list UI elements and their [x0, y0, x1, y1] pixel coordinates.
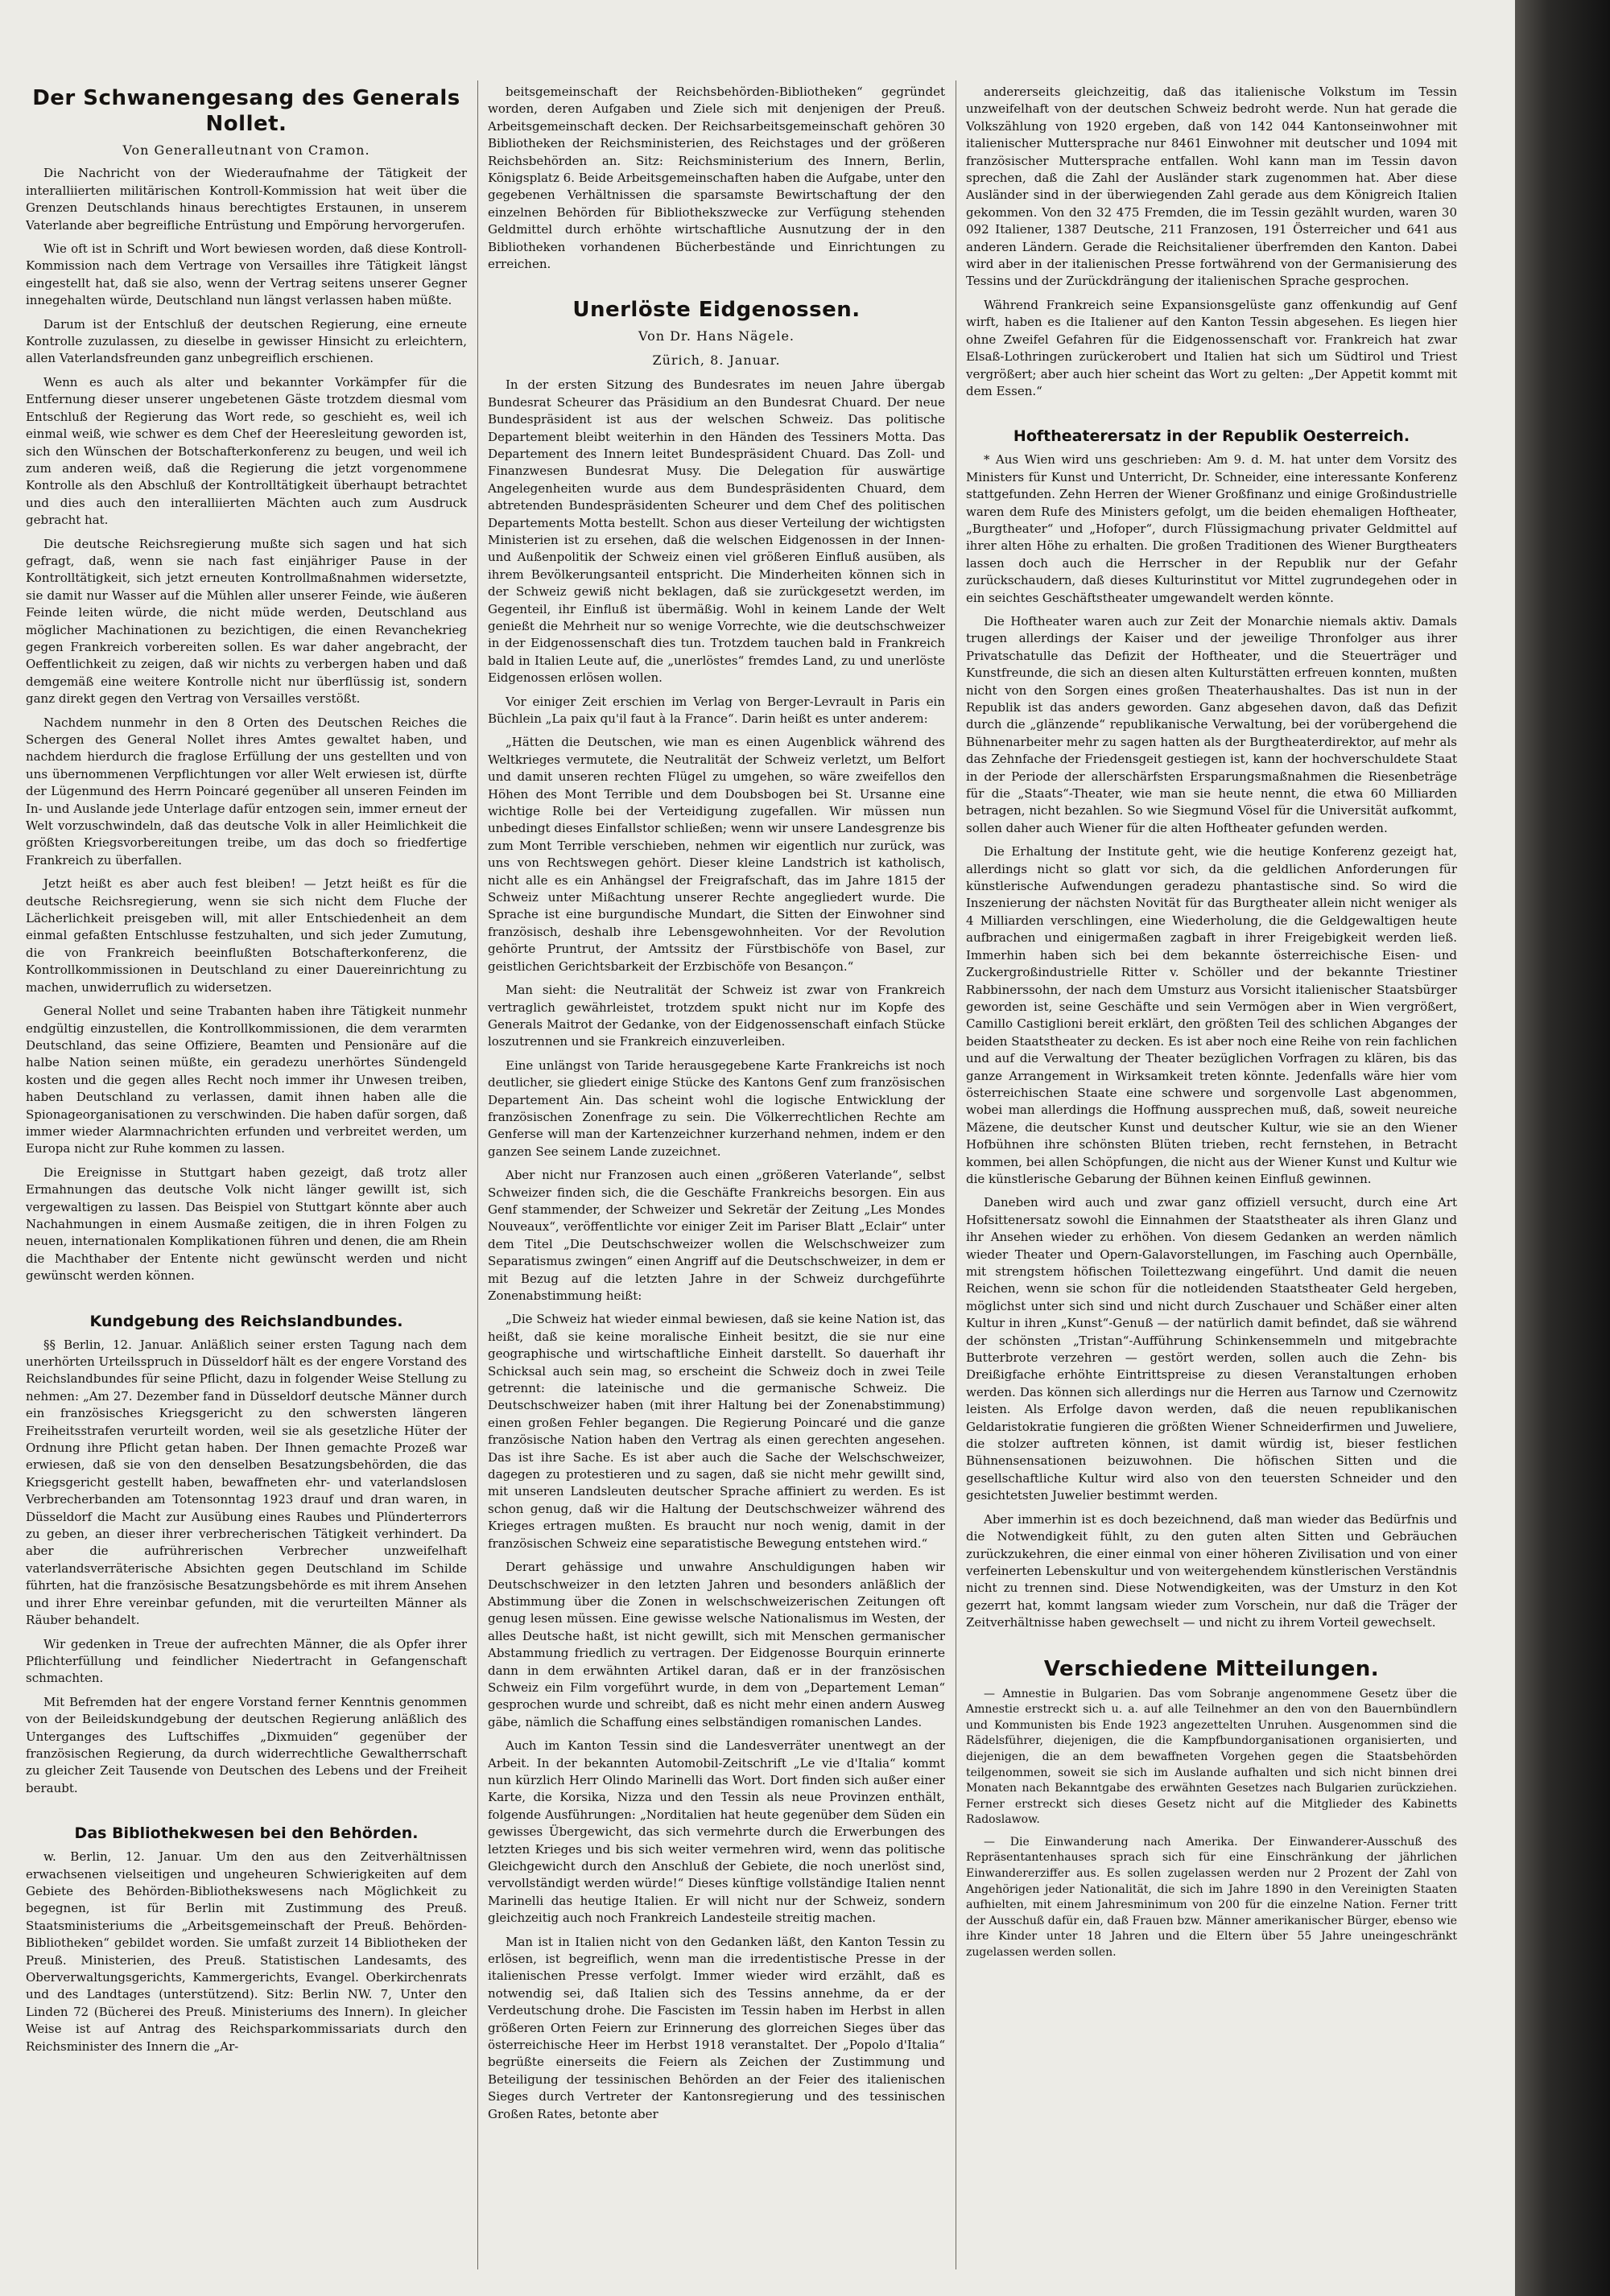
article-spacer — [26, 2062, 467, 2075]
article-byline: Von Generalleutnant von Cramon. — [122, 142, 370, 158]
article-paragraph: In der ersten Sitzung des Bundesrates im neuen Jahre übergab Bundesrat Scheurer das Präsidium an den Bundesrat Chuard. Der neue Bundespräsident ist aus der welschen Schweiz. Das politische Departement bleibt weiterhin in den Händen des Tessiners Motta. Das Departement des Innern leitet Bundespräsident Chuard. Das Zoll- und Finanzwesen Bundesrat Musy. Die Delegation für auswärtige Angelegenheiten wurde aus dem Bundespräsidenten Chuard, dem abtretenden Bundespräsidenten Scheurer und dem Chef des politischen Departements Motta bestellt. Schon aus dieser Verteilung der wichtigsten Ministerien ist zu ersehen, daß die welschen Eidgenossen in der Innen- und Außenpolitik der Schweiz einen viel größeren Einfluß ausüben, als ihrem Bevölkerungsanteil entspricht. Die Minderheiten können sich in der Schweiz gewiß nicht beklagen, daß sie zurückgesetzt werden, im Gegenteil, ihr Einfluß ist übermäßig. Wohl in keinem Lande der Welt genießt die Mehrheit nur so wenige Vorrechte, wie die deutschschweizer in der Eidgenossenschaft dies tun. Trotzdem tauchen bald in Frankreich bald in Italien Leute auf, die „unerlöstes“ fremdes Land, zu und unerlöste Eidgenossen erlösen wollen. — [488, 377, 945, 686]
article-paragraph: Nachdem nunmehr in den 8 Orten des Deutschen Reiches die Schergen des General Nollet ihres Amtes gewaltet haben, und nachdem hierdurch die fraglose Erfüllung der uns gestellten und von uns übernommenen Verpflichtungen vor aller Welt erwiesen ist, dürfte der Lügenmund des Herrn Poincaré gegenüber all unseren Feinden im In- und Auslande jede Unterlage dafür entzogen sein, immer erneut der Welt vorzuschwindeln, daß das deutsche Volk in aller Heimlichkeit die größten Kriegsvorbereitungen treibe, um das doch so friedfertige Frankreich zu überfallen. — [26, 715, 467, 868]
article-byline: Von Dr. Hans Nägele. — [638, 328, 795, 344]
article-spacer — [488, 279, 945, 292]
page-binding-edge — [1515, 0, 1610, 2296]
article-headline: Das Bibliothekwesen bei den Behörden. — [74, 1824, 419, 1843]
article — [26, 85, 467, 1285]
article — [966, 426, 1457, 1631]
article-spacer — [966, 1968, 1457, 1981]
article — [488, 297, 945, 2123]
article-paragraph: andererseits gleichzeitig, daß das italienische Volkstum im Tessin unzweifelhaft von der deutschen Schweiz bedroht werde. Nun hat gerade die Volkszählung von 1920 ergeben, daß von 142 044 Kantonseinwohner mit italienischer Muttersprache nur 8461 Einwohner mit deutscher und 1094 mit französischer Muttersprache entfallen. Wohl kann man im Tessin davon sprechen, daß die Zahl der Ausländer stark zugenommen hat. Aber diese Ausländer sind in der überwiegenden Zahl gerade aus dem Königreich Italien gekommen. Von den 32 475 Fremden, die im Tessin gezählt wurden, waren 30 092 Italiener, 1387 Deutsche, 211 Franzosen, 191 Österreicher und 641 aus anderen Ländern. Gerade die Reichsitaliener überfremden den Kanton. Dabei wird aber in der italienischen Presse fortwährend von der Germanisierung des Tessins und der Zurückdrängung der italienischen Sprache gesprochen. — [966, 85, 1457, 289]
article-paragraph: §§ Berlin, 12. Januar. Anläßlich seiner ersten Tagung nach dem unerhörten Urteilsspruch in Düsseldorf hält es der engere Vorstand des Reichslandbundes für seine Pflicht, dazu in folgender Weise Stellung zu nehmen: „Am 27. Dezember fand in Düsseldorf deutsche Männer durch ein französisches Kriegsgericht zu den schwersten längeren Freiheitsstrafen verurteilt worden, weil sie als gesetzliche Hüter der Ordnung ihre Pflicht getan haben. Der Ihnen gemachte Prozeß war erwiesen, daß sie von den denselben Besatzungsbehörden, die das Kriegsgericht gestellt haben, bewaffneten ehr- und vaterlandslosen Verbrecherbanden am Totensonntag 1923 drauf und dran waren, in Düsseldorf die Macht zur Ausübung eines Raubes und Plünderterrors zu geben, an dieser ihrer verbrecherischen Tätigkeit verhindert. Da aber die aufrührerischen Verbrecher unzweifelhaft vaterlandsverräterische Absichten gegen Deutschland im Schilde führten, hat die französische Besatzungsbehörde es mit ihrem Ansehen und ihrer Ehre vereinbar gefunden, mit die verurteilten Männer als Räuber behandelt. — [26, 1337, 467, 1628]
article-paragraph: Die deutsche Reichsregierung mußte sich sagen und hat sich gefragt, daß, wenn sie nach fast einjähriger Pause in der Kontrolltätigkeit, sich jetzt erneuten Kontrollmaßnahmen widersetzte, sie damit nur Wasser auf die Mühlen aller unserer Feinde, wie äußeren Feinde leiten würde, die nicht müde werden, Deutschland aus möglicher Machinationen zu bezichtigen, die einen Revanchekrieg gegen Frankreich vorbereiten sollen. Es war daher angebracht, der Oeffentlichkeit zu zeigen, daß wir nichts zu verbergen haben und daß demgemäß eine weitere Kontrolle nicht nur überflüssig ist, sondern ganz direkt gegen den Vertrag von Versailles verstößt. — [26, 536, 467, 707]
article-paragraph: Wir gedenken in Treue der aufrechten Männer, die als Opfer ihrer Pflichterfüllung und feindlicher Niedertracht in Gefangenschaft schmachten. — [26, 1636, 467, 1686]
article-paragraph: Wie oft ist in Schrift und Wort bewiesen worden, daß diese Kontroll-Kommission nach dem Vertrage von Versailles ihre Tätigkeit längst eingestellt hat, daß sie also, wenn der Vertrag seitens unserer Gegner innegehalten würde, Deutschland nun längst verlassen haben müßte. — [26, 241, 467, 308]
article-paragraph: Man ist in Italien nicht von den Gedanken läßt, den Kanton Tessin zu erlösen, ist begreiflich, wenn man die irredentistische Presse in der italienischen Presse verfolgt. Immer wieder wird erzählt, daß es notwendig sei, daß Italien sich des Tessins annehme, da er der Verdeutschung drohe. Die Fascisten im Tessin haben im Herbst in allen größeren Orten Feiern zur Erinnerung des glorreichen Sieges über das österreichische Heer im Herbst 1918 veranstaltet. Der „Popolo d'Italia“ begrüßte einerseits die Feiern als Zeichen der Zustimmung und Beteiligung der tessinischen Behörden an der Feier des italienischen Sieges durch Vertreter der Kantonsregierung und des tessinischen Großen Rates, betonte aber — [488, 1934, 945, 2121]
article-paragraph: Jetzt heißt es aber auch fest bleiben! — Jetzt heißt es für die deutsche Reichsregierung, wenn sie sich nicht dem Fluche der Lächerlichkeit preisgeben will, mit aller Entschiedenheit an dem einmal gefaßten Entschlusse festzuhalten, und sich jeder Zumutung, die von Frankreich beeinflußten Botschafterkonferenz, die Kontrollkommissionen in Deutschland zu einer Dauereinrichtung zu machen, unwiderruflich zu widersetzen. — [26, 876, 467, 995]
article-paragraph: * Aus Wien wird uns geschrieben: Am 9. d. M. hat unter dem Vorsitz des Ministers für Kunst und Unterricht, Dr. Schneider, eine interessante Konferenz stattgefunden. Zehn Herren der Wiener Großfinanz und einige Großindustrielle waren dem Rufe des Ministers gefolgt, um die beiden ehemaligen Hoftheater, „Burgtheater“ und „Hofoper“, durch Flüssigmachung privater Geldmittel auf ihrer alten Höhe zu erhalten. Die großen Traditionen des Wiener Burgtheaters lassen doch auch die Herrscher in der Republik nur der Gefahr zurückschaudern, daß dieses Kulturinstitut vor Mittel zugrundegehen oder in ein seichtes Geschäftstheater umgewandelt werden könnte. — [966, 452, 1457, 605]
article-paragraph: — Die Einwanderung nach Amerika. Der Einwanderer-Ausschuß des Repräsentantenhauses sprach sich für eine Einschränkung der jährlichen Einwandererziffer aus. Es sollen zugelassen werden nur 2 Prozent der Zahl von Angehörigen jeder Nationalität, die sich im Jahre 1890 in den Vereinigten Staaten aufhielten, mit einem Jahresminimum von 200 für die einzelne Nation. Ferner tritt der Ausschuß dafür ein, daß Frauen bzw. Männer amerikanischer Bürger, ebenso wie ihre Kinder unter 18 Jahren und die Eltern über 55 Jahre uneingeschränkt zugelassen werden sollen. — [966, 1835, 1457, 1960]
article — [966, 1656, 1457, 1961]
article-spacer — [26, 1292, 467, 1305]
article-paragraph: Die Ereignisse in Stuttgart haben gezeigt, daß trotz aller Ermahnungen das deutsche Volk nicht länger gewillt ist, sich vergewaltigen zu lassen. Das Beispiel von Stuttgart könnte aber auch Nachahmungen in einem Ausmaße zeitigen, die in ihren Folgen zu neuen, internationalen Komplikationen führen und denen, die am Rhein die Machthaber der Entente nicht gewünscht werden und nicht gewünscht werden können. — [26, 1164, 467, 1284]
article-paragraph: Während Frankreich seine Expansionsgelüste ganz offenkundig auf Genf wirft, haben es die Italiener auf den Kanton Tessin abgesehen. Es liegen hier ohne Zweifel Gefahren für die Eidgenossenschaft vor. Frankreich hat zwar Elsaß-Lothringen zurückerobert und Italien hat sich um Südtirol und Triest vergrößert; aber auch hier scheint das Wort zu gelten: „Der Appetit kommt mit dem Essen.“ — [966, 297, 1457, 398]
article-paragraph: Aber nicht nur Franzosen auch einen „größeren Vaterlande“, selbst Schweizer finden sich, die die Geschäfte Frankreichs besorgen. Ein aus Genf stammender, der Schweizer und Sekretär der Zeitung „Les Mondes Nouveaux“, veröffentlichte vor einiger Zeit im Pariser Blatt „Eclair“ unter dem Titel „Die Deutschschweizer wollen die Welschschweizer zum Separatismus zwingen“ einen Angriff auf die Deutschschweizer, in dem er mit Bezug auf die letzten Jahre in der Schweiz durchgeführte Zonenabstimmung heißt: — [488, 1168, 945, 1303]
article-dateline: Zürich, 8. Januar. — [652, 352, 781, 368]
article-spacer — [26, 1803, 467, 1816]
article-headline: Hoftheaterersatz in der Republik Oesterreich. — [1013, 427, 1410, 446]
article-spacer — [966, 406, 1457, 419]
article — [488, 84, 945, 273]
article-paragraph: Die Nachricht von der Wiederaufnahme der Tätigkeit der interalliierten militärischen Kontroll-Kommission hat weit über die Grenzen Deutschlands hinaus berechtigtes Erstaunen, in unserem Vaterlande aber begreifliche Entrüstung und Empörung hervorgerufen. — [26, 166, 467, 233]
article-headline: Unerlöste Eidgenossen. — [572, 298, 861, 323]
article-spacer — [966, 1639, 1457, 1651]
article-paragraph: Derart gehässige und unwahre Anschuldigungen haben wir Deutschschweizer in den letzten Jahren und besonders anläßlich der Abstimmung über die Zonen in welschschweizerischen Zeitungen oft genug lesen müssen. Eine gewisse welsche Nationalismus im Westen, der alles Deutsche haßt, ist nicht gewillt, sich mit Menschen germanischer Abstammung friedlich zu vertragen. Der Eidgenosse Bourquin erinnerte dann in dem erwähnten Artikel daran, daß er in der französischen Schweiz ein Film vorgeführt wurde, in dem von „Departement Leman“ gesprochen wurde und schreibt, daß es nicht mehr einen andern Ausweg gäbe, nämlich die Schaffung eines selbständigen romanischen Landes. — [488, 1560, 945, 1729]
article-paragraph: Die Hoftheater waren auch zur Zeit der Monarchie niemals aktiv. Damals trugen allerdings der Kaiser und der jeweilige Thronfolger aus ihrer Privatschatulle das Defizit der Hoftheater, und die Steuerträger und Kunstfreunde, die sich an diesen alten Kulturstätten erfreuen konnten, mußten nicht von den Sorgen eines großen Theaterhaushaltes. Das ist nun in der Republik ist das anders geworden. Ganz abgesehen davon, daß das Defizit durch die „glänzende“ republikanische Verwaltung, bei der vorübergehend die Bühnenarbeiter mehr zu sagen hatten als der Burgtheaterdirektor, auf mehr als das Zehnfache der Friedensgeit gestiegen ist, kann der hochverschuldete Staat in der Periode der allerschärfsten Ersparungsmaßnahmen die Riesenbeträge für die „Staats“-Theater, wie man sie heute nennt, die etwa 60 Milliarden betragen, nicht bezahlen. So wie Siegmund Vösel für die Universität aufkommt, sollen daher auch Wiener für die alten Hoftheater gefunden werden. — [966, 613, 1457, 835]
article-paragraph: Wenn es auch als alter und bekannter Vorkämpfer für die Entfernung dieser unserer ungebetenen Gäste trotzdem diesmal vom Entschluß der Regierung das Wort rede, so geschieht es, weil ich einmal weiß, wie schwer es dem Chef der Heeresleitung geworden ist, sich den Wünschen der Botschafterkonferenz zu beugen, und weil ich zum anderen weiß, daß die Regierung die jetzt vorgenommene Kontrolle als den Abschluß der Kontrolltätigkeit überhaupt betrachtet und dies auch den interalliierten Mächten auch zum Ausdruck gebracht hat. — [26, 374, 467, 528]
column-3 — [966, 84, 1457, 2273]
article-paragraph: w. Berlin, 12. Januar. Um den aus den Zeitverhältnissen erwachsenen vielseitigen und ungeheuren Schwierigkeiten auf dem Gebiete des Behörden-Bibliothekswesens nach Möglichkeit zu begegnen, ist für Berlin mit Zustimmung des Preuß. Staatsministeriums die „Arbeitsgemeinschaft der Preuß. Behörden-Bibliotheken“ gebildet worden. Sie umfaßt zurzeit 14 Bibliotheken der Preuß. Ministerien, des Preuß. Statistischen Landesamts, des Oberverwaltungsgerichts, Kammergerichts, Evangel. Oberkirchenrats und des Landtages (unterstützend). Sitz: Berlin NW. 7, Unter den Linden 72 (Bücherei des Preuß. Ministeriums des Innern). In gleicher Weise ist auf Antrag des Reichsparkommissariats durch den Reichsminister des Innern die „Ar- — [26, 1849, 467, 2054]
column-divider — [477, 80, 478, 2269]
article — [26, 1311, 467, 1798]
article-paragraph: beitsgemeinschaft der Reichsbehörden-Bibliotheken“ gegründet worden, deren Aufgaben und Ziele sich mit denjenigen der Preuß. Arbeitsgemeinschaft decken. Der Reichsarbeitsgemeinschaft gehören 30 Bibliotheken der Reichsministerien, des Reichstages und der größeren Reichsbehörden an. Sitz: Reichsministerium des Innern, Berlin, Königsplatz 6. Beide Arbeitsgemeinschaften haben die Aufgabe, unter den gegebenen Verhältnissen die sparsamste Bewirtschaftung der den einzelnen Behörden für Bibliothekszwecke zur Verfügung stehenden Geldmittel durch erhöhte wirtschaftliche Ausnutzung der in den Bibliotheken vorhandenen Bücherbestände und Einrichtungen zu erreichen. — [488, 85, 945, 272]
article-headline: Verschiedene Mitteilungen. — [1043, 1656, 1380, 1681]
article-spacer — [488, 2129, 945, 2142]
article-paragraph: Man sieht: die Neutralität der Schweiz ist zwar von Frankreich vertraglich gewährleistet, trotzdem spukt nicht nur im Kopfe des Generals Maitrot der Gedanke, von der Eidgenossenschaft einfach Stücke loszutrennen und sie Frankreich einzuverleiben. — [488, 983, 945, 1049]
article-paragraph: Aber immerhin ist es doch bezeichnend, daß man wieder das Bedürfnis und die Notwendigkeit fühlt, zu den guten alten Sitten und Gebräuchen zurückzukehren, die einer einmal von einer höheren Zivilisation und von einer verfeinerten Lebenskultur und von weitergehendem künstlerischen Verständnis nicht zu trennen sind. Diese Notwendigkeiten, was der Umsturz in den Kot gezerrt hat, kommt langsam wieder zum Vorschein, nur daß die Träger der Zeitverhältnisse haben gewechselt — und nicht zu ihrem Vorteil gewechselt. — [966, 1511, 1457, 1630]
column-2 — [488, 84, 945, 2273]
article-paragraph: General Nollet und seine Trabanten haben ihre Tätigkeit nunmehr endgültig einzustellen, die Kontrollkommissionen, die dem verarmten Deutschland, das seine Offiziere, Beamten und Pensionäre auf die halbe Nation seinen müßte, ein geradezu unerhörtes Sündengeld kosten und die gegen alles Recht noch immer ihr Unwesen treiben, haben Deutschland zu verlassen, damit ihnen haben alle die Spionageorganisationen zu verschwinden. Die haben dafür sorgen, daß immer wieder Alarmnachrichten erfunden und verbreitet werden, um Europa nicht zur Ruhe kommen zu lassen. — [26, 1004, 467, 1156]
article-paragraph: Daneben wird auch und zwar ganz offiziell versucht, durch eine Art Hofsittenersatz sowohl die Einnahmen der Staatstheater als ihren Glanz und ihr Ansehen wieder zu erhöhen. Von diesem Gedanken an werden nämlich wieder Theater und Opern-Galavorstellungen, im Fasching auch Opernbälle, mit strengstem höfischen Toilettezwang eingeführt. Und damit die neuen Reichen, wenn sie schon für die notleidenden Staatstheater Geld hergeben, möglichst unter sich sind und nicht durch Zuschauer und Schäßer einer alten Kultur in ihren „Kunst“-Genuß — der natürlich damit befindet, daß sie während der schönsten „Tristan“-Aufführung Schinkensemmeln und mitgebrachte Butterbrote verzehren — gestört werden, sollen auch die Zehn- bis Dreißigfache erhöhte Eintrittspreise zu diesen Veranstaltungen erhoben werden. Das können sich allerdings nur die Herren aus Tarnow und Czernowitz leisten. Als Erfolge davon werden, daß die neuen republikanischen Geldaristokratie fungieren die größten Wiener Schneiderfirmen und Juweliere, die stolzer auftreten können, ist damit würdig ist, bieser festlichen Bühnensensationen beizuwohnen. Die höfischen Sitten und die gesellschaftliche Kultur wird also von den teuersten Schneider und den gesichtetsten Juwelier bestimmt werden. — [966, 1195, 1457, 1503]
column-1 — [26, 80, 467, 2269]
article-paragraph: Mit Befremden hat der engere Vorstand ferner Kenntnis genommen von der Beileidskundgebung der deutschen Regierung anläßlich des Unterganges des Luftschiffes „Dixmuiden“ gegenüber der französischen Regierung, da durch widerrechtliche Gewaltherrschaft zu gleicher Zeit Tausende von Deutschen des Lebens und der Freiheit beraubt. — [26, 1694, 467, 1795]
article-paragraph: Auch im Kanton Tessin sind die Landesverräter unentwegt an der Arbeit. In der bekannten Automobil-Zeitschrift „Le vie d'Italia“ kommt nun kürzlich Herr Olindo Marinelli das Wort. Dort finden sich außer einer Karte, die Korsika, Nizza und den Tessin als neue Provinzen enthält, folgende Ausführungen: „Norditalien hat heute gegenüber dem Süden ein gewisses Übergewicht, das sich vermehrte durch die Erwerbungen des letzten Krieges und bis sich weiter vermehren wird, wenn das politische Gleichgewicht durch den Anschluß der Gebiete, die noch unerlöst sind, vervollständigt werden würde!“ Dieses künftige vollständige Italien nennt Marinelli das heutige Italien. Er will nicht nur der Schweiz, sondern gleichzeitig auch noch Frankreich Landesteile streitig machen. — [488, 1738, 945, 1926]
article-paragraph: „Hätten die Deutschen, wie man es einen Augenblick während des Weltkrieges vermutete, die Neutralität der Schweiz verletzt, um Belfort und damit unseren rechten Flügel zu umgehen, so wäre zweifellos den Höhen des Mont Terrible und dem Doubsbogen bei St. Ursanne eine wichtige Rolle bei der Verteidigung zugefallen. Wir müssen nun unbedingt dieses Einfallstor schließen; wenn wir unsere Landesgrenze bis zum Mont Terrible verschieben, nehmen wir eigentlich nur zurück, was uns von Rechtswegen gehört. Dieser kleine Landstrich ist katholisch, nicht alle es ein Anhängsel der Freigrafschaft, das im Jahre 1815 der Schweiz unter Mißachtung unserer Rechte angegliedert wurde. Die Sprache ist eine burgundische Mundart, die Sitten der Einwohner sind französisch, deshalb ihre Lebensgewohnheiten. Vor der Revolution gehörte Pruntrut, der Amtssitz der Fürstbischöfe von Basel, zur geistlichen Gerichtsbarkeit der Erzbischöfe von Besançon.“ — [488, 735, 945, 974]
article-headline: Der Schwanengesang des Generals Nollet. — [32, 86, 460, 136]
article-paragraph: Die Erhaltung der Institute geht, wie die heutige Konferenz gezeigt hat, allerdings nicht so glatt vor sich, da die geldlichen Anforderungen für künstlerische Aufwendungen geradezu phantastische sind. So wird die Inszenierung der nächsten Novität für das Burgtheater allein nicht weniger als 4 Milliarden verschlingen, eine Wiederholung, die die Geldgewaltigen heute aufbrachen und einigermaßen zagbaft in ihrer Freigebigkeit werden ließ. Immerhin haben sich bei dem bekannte österreichische Eisen- und Zuckergroßindustrielle Ritter v. Schöller und der bekannte Triestiner Rabbinerssohn, der nach dem Umsturz aus Vorsicht italienischer Staatsbürger geworden ist, seine Geschäfte und sein Vermögen aber in Wien vergrößert, Camillo Castiglioni bereit erklärt, den größten Teil des schlichen Abganges der beiden Staatstheater zu decken. Es ist aber noch eine Reihe von rein fachlichen und auf die Verwaltung der Theater bezüglichen Vorfragen zu klären, bis das ganze Arrangement in Wirksamkeit treten könnte. Jedenfalls wäre hier vom österreichischen Staate eine schwere und sorgenvolle Last abgenommen, wobei man allerdings die Hoffnung aussprechen muß, daß, soweit neureiche Mäzene, die deutscher Kunst und deutscher Kultur, wie sie an den Wiener Hofbühnen ihre schönsten Blüten trieben, recht fernstehen, in Betracht kommen, bei allen Schöpfungen, die nicht aus der Wiener Kunst und Kultur wie die künstlerische Gebarung der Bühnen keinen Einfluß gewinnen. — [966, 844, 1457, 1186]
article-paragraph: Vor einiger Zeit erschien im Verlag von Berger-Levrault in Paris ein Büchlein „La paix qu'il faut à la France“. Darin heißt es unter anderem: — [488, 694, 945, 726]
article-paragraph: — Amnestie in Bulgarien. Das vom Sobranje angenommene Gesetz über die Amnestie erstreckt sich u. a. auf alle Teilnehmer an den von den Bauernbündlern und Kommunisten bis Ende 1923 angezettelten Unruhen. Ausgenommen sind die Rädelsführer, diejenigen, die die Kampfbundorganisationen organisierten, und diejenigen, die an dem bewaffneten Vorgehen gegen die Staatsbehörden teilgenommen, soweit sie sich im Auslande aufhalten und sich nicht binnen drei Monaten nach Bekanntgabe des erwähnten Gesetzes nach Bulgarien zurückziehen. Ferner erstreckt sich dieses Gesetz nicht auf die Mitglieder des Kabinetts Radoslawow. — [966, 1687, 1457, 1827]
article — [966, 84, 1457, 400]
article-headline: Kundgebung des Reichslandbundes. — [89, 1312, 403, 1330]
article — [26, 1823, 467, 2055]
article-paragraph: Eine unlängst von Taride herausgegebene Karte Frankreichs ist noch deutlicher, sie gliedert einige Stücke des Kantons Genf zum französischen Departement Ain. Das scheint wohl die logische Entwicklung der französischen Zonenfrage zu sein. Die Völkerrechtlichen Rechte am Genferse will man der Kartenzeichner kurzerhand nehmen, indem er den ganzen See seinem Lande zuzeichnet. — [488, 1057, 945, 1159]
article-paragraph: Darum ist der Entschluß der deutschen Regierung, eine erneute Kontrolle zuzulassen, zu dieselbe in gewisser Hinsicht zu erleichtern, allen Vaterlandsfreunden ganz unbegreiflich erschienen. — [26, 316, 467, 366]
article-paragraph: „Die Schweiz hat wieder einmal bewiesen, daß sie keine Nation ist, das heißt, daß sie keine moralische Einheit besitzt, die sie nur eine geographische und wirtschaftliche Einheit darstellt. So dauerhaft ihr Schicksal auch sein mag, so erscheint die Schweiz doch in zwei Teile getrennt: die lateinische und die germanische Schweiz. Die Deutschschweizer haben (mit ihrer Haltung bei der Zonenabstimmung) einen großen Fehler begangen. Die Regierung Poincaré und die ganze französische Nation haben den Vertrag als einen gerechten angesehen. Das ist ihre Sache. Es ist aber auch die Sache der Welschschweizer, dagegen zu protestieren und zu sagen, daß sie nicht mehr gewillt sind, mit unseren Landsleuten deutscher Sprache affiniert zu werden. Es ist schon genug, daß wir die Haltung der Deutschschweizer während des Krieges ertragen mußten. Es braucht nur noch wenig, damit in der französischen Schweiz eine separatistische Bewegung entstehen wird.“ — [488, 1312, 945, 1551]
